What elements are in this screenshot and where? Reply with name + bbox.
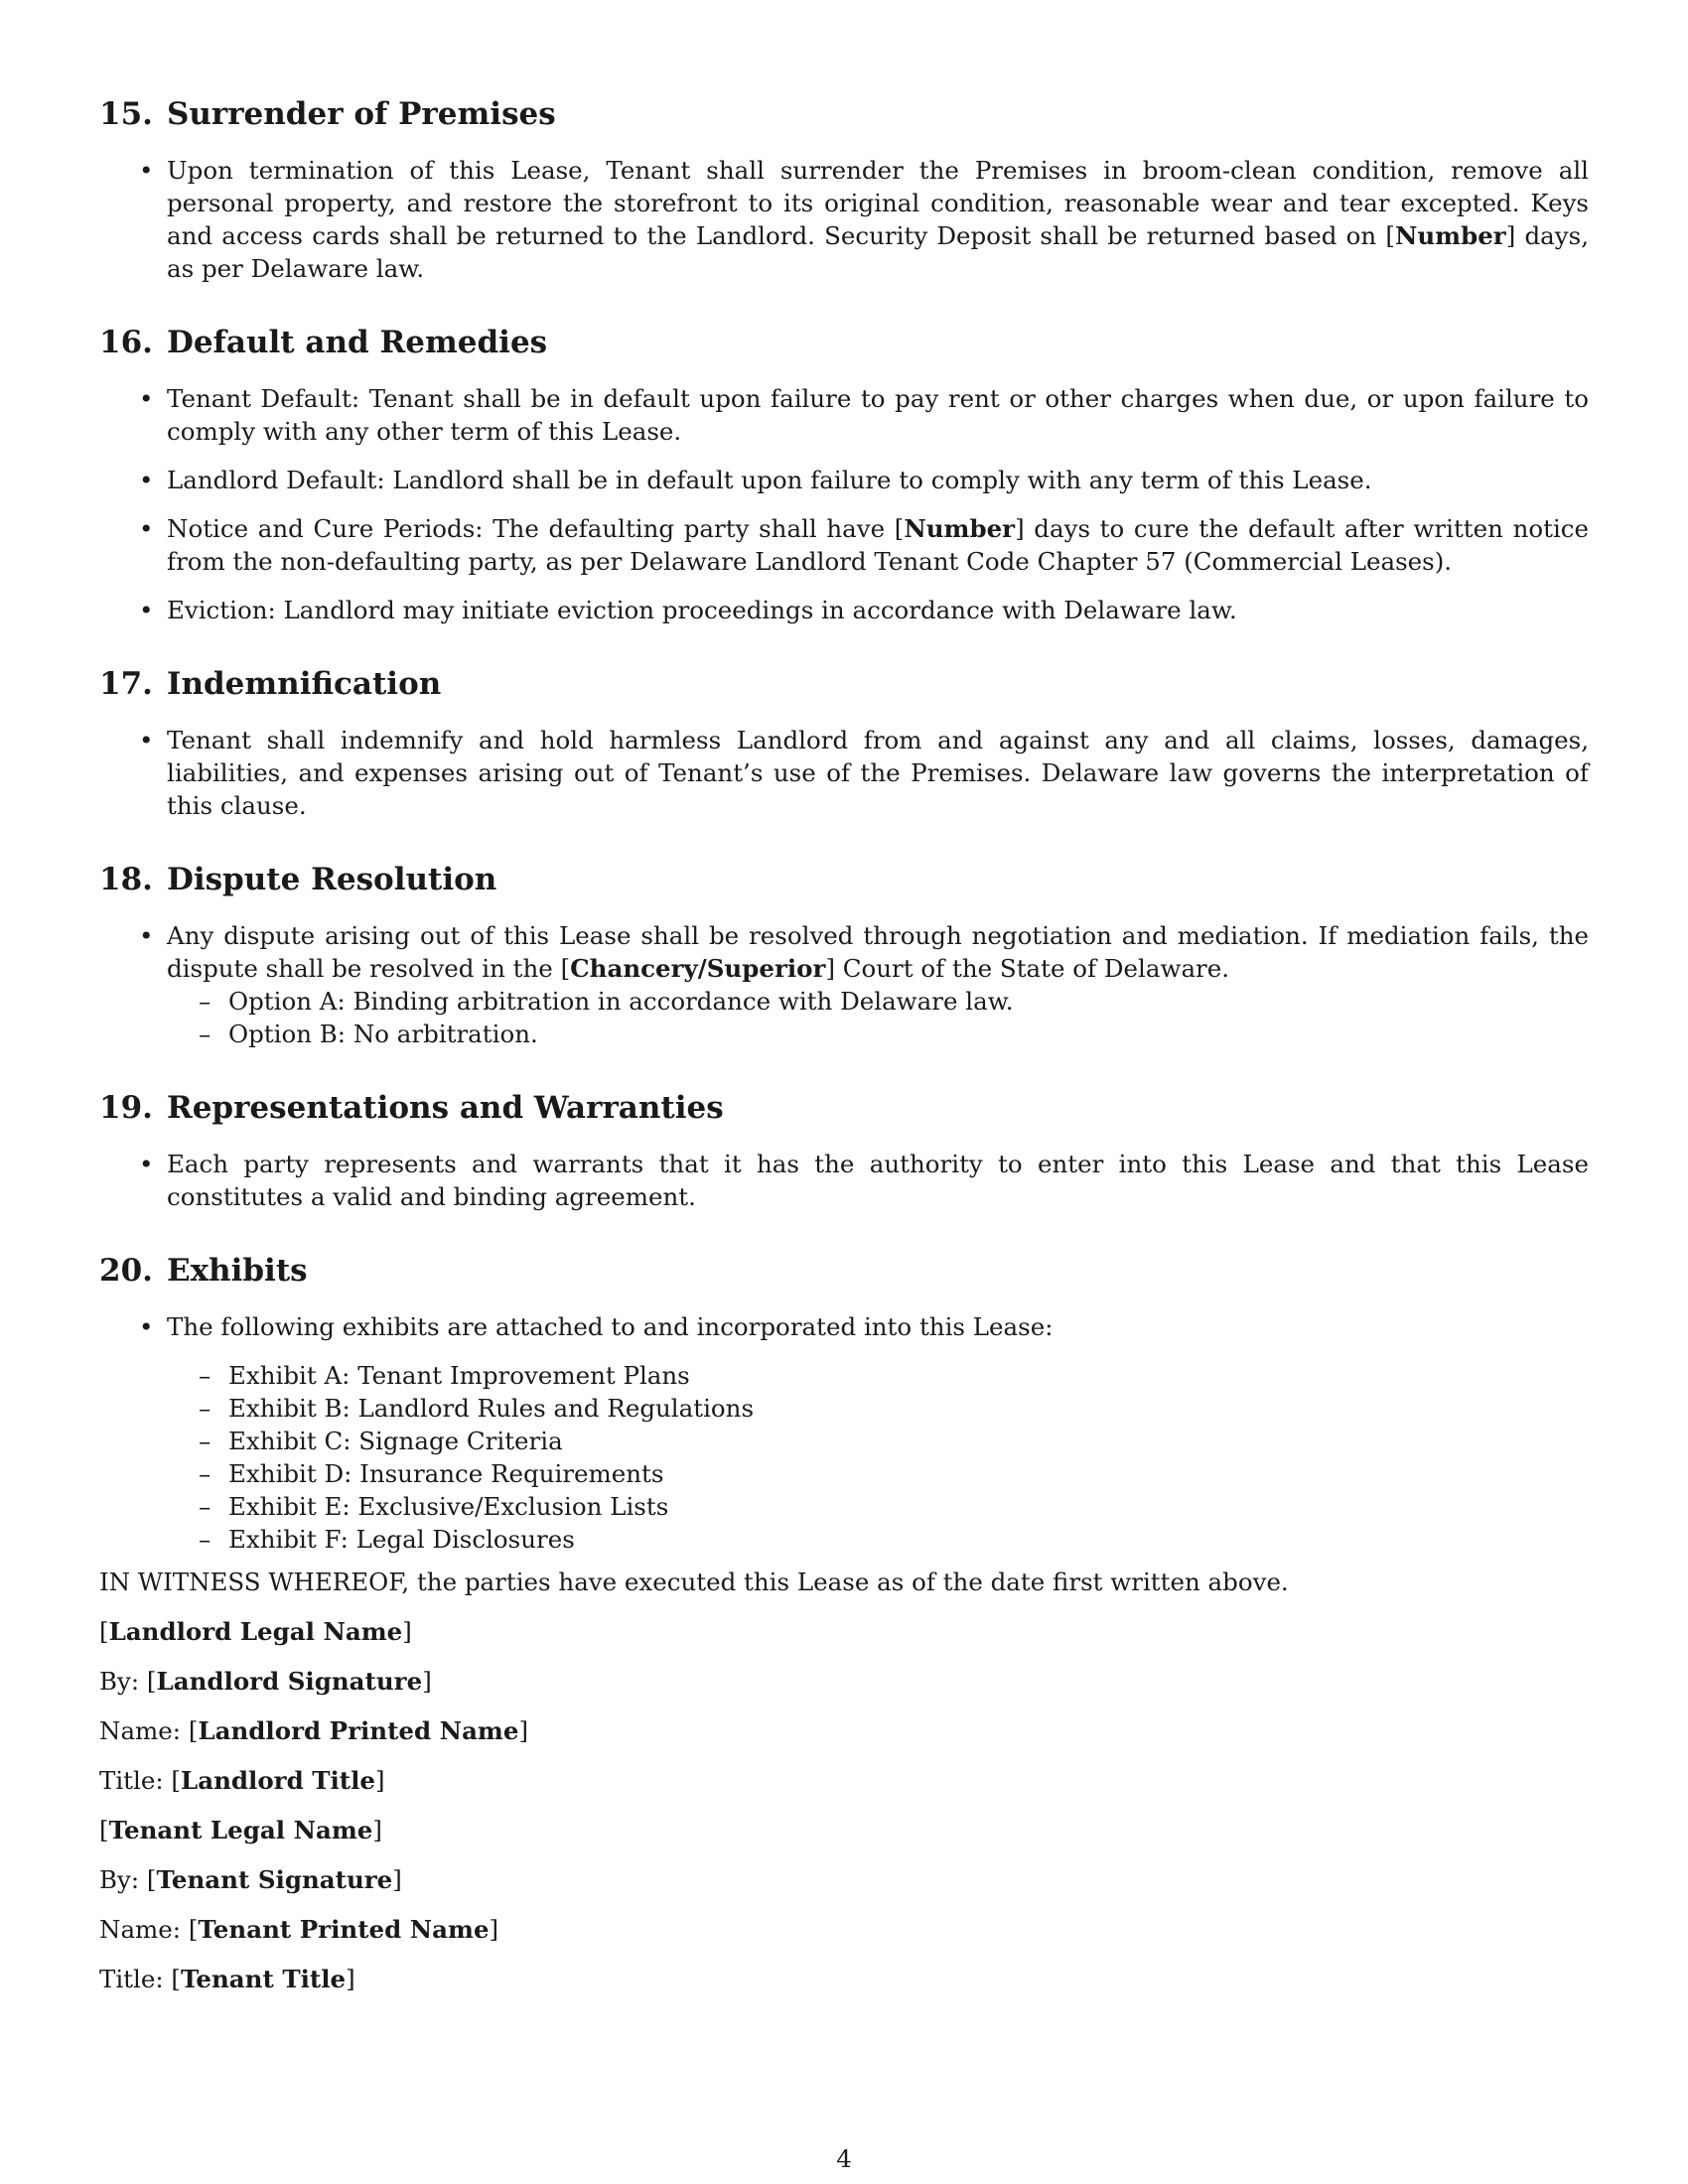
page-number: 4 bbox=[836, 2144, 852, 2173]
list-item bbox=[99, 919, 1589, 1050]
bullet-list bbox=[99, 919, 1589, 1050]
section-title: Exhibits bbox=[166, 1253, 308, 1289]
tenant-title-line: Title: [Tenant Title] bbox=[99, 1965, 355, 1993]
section-title: Dispute Resolution bbox=[166, 862, 497, 897]
section-number: 17. bbox=[99, 666, 153, 702]
section-exhibits bbox=[99, 1251, 1589, 1556]
exhibit-item: – Exhibit C: Signage Criteria bbox=[167, 1425, 1589, 1457]
list-item: • Tenant Default: Tenant shall be in default upon failure to pay rent or other charges when due, or upon failure to comply with any other term of this Lease. bbox=[99, 382, 1589, 448]
placeholder-number: Number bbox=[904, 514, 1016, 543]
section-number: 20. bbox=[99, 1253, 153, 1289]
tenant-printed-name: Tenant Printed Name bbox=[198, 1915, 490, 1944]
option-item: – Option A: Binding arbitration in accordance with Delaware law. bbox=[167, 985, 1589, 1018]
title-label: Title: bbox=[99, 1766, 164, 1795]
bullet-list bbox=[99, 1148, 1589, 1213]
list-item bbox=[99, 1310, 1589, 1556]
tenant-legal-name-line: [Tenant Legal Name] bbox=[99, 1816, 382, 1844]
exhibit-item: – Exhibit F: Legal Disclosures bbox=[167, 1523, 1589, 1556]
exhibit-item: – Exhibit A: Tenant Improvement Plans bbox=[167, 1359, 1589, 1392]
section-heading bbox=[99, 1251, 1589, 1291]
section-surrender-of-premises bbox=[99, 94, 1589, 285]
text-run: Any dispute arising out of this Lease shall be resolved through negotiation and mediation. If mediation fails, the dispute shall be resolved in the [ bbox=[167, 921, 1589, 983]
section-dispute-resolution bbox=[99, 860, 1589, 1050]
title-label: Title: bbox=[99, 1965, 164, 1993]
text-run: ] Court of the State of Delaware. bbox=[825, 954, 1230, 983]
bullet-list bbox=[99, 1310, 1589, 1556]
section-number: 18. bbox=[99, 862, 153, 897]
by-label: By: bbox=[99, 1667, 140, 1696]
section-indemnification bbox=[99, 664, 1589, 822]
section-heading bbox=[99, 94, 1589, 134]
option-item: – Option B: No arbitration. bbox=[167, 1018, 1589, 1050]
list-item: • Landlord Default: Landlord shall be in default upon failure to comply with any term of this Lease. bbox=[99, 464, 1589, 496]
bullet-list bbox=[99, 724, 1589, 822]
section-title: Default and Remedies bbox=[166, 325, 548, 360]
tenant-name-line: Name: [Tenant Printed Name] bbox=[99, 1915, 499, 1944]
tenant-signature-line: By: [Tenant Signature] bbox=[99, 1865, 402, 1894]
list-item bbox=[99, 512, 1589, 578]
bullet-list bbox=[99, 382, 1589, 626]
list-item: • Tenant shall indemnify and hold harmless Landlord from and against any and all claims, losses, damages, liabilities, and expenses arising out of Tenant’s use of the Premises. Delaware law governs the interpretation of this clause. bbox=[99, 724, 1589, 822]
text-run: The following exhibits are attached to and incorporated into this Lease: bbox=[167, 1312, 1054, 1341]
section-title: Surrender of Premises bbox=[166, 96, 556, 132]
landlord-signature-line: By: [Landlord Signature] bbox=[99, 1667, 432, 1696]
text-run: Upon termination of this Lease, Tenant shall surrender the Premises in broom-clean condition, remove all personal property, and restore the storefront to its original condition, reasonable wear and tear excepted. Keys and access cards shall be returned to the Landlord. Security Deposit shall be returned based on [ bbox=[167, 156, 1589, 250]
exhibit-item: – Exhibit B: Landlord Rules and Regulations bbox=[167, 1392, 1589, 1425]
section-heading bbox=[99, 323, 1589, 362]
witness-statement: IN WITNESS WHEREOF, the parties have executed this Lease as of the date first written above. bbox=[99, 1568, 1289, 1596]
name-label: Name: bbox=[99, 1915, 182, 1944]
landlord-legal-name-line: [Landlord Legal Name] bbox=[99, 1617, 412, 1646]
tenant-signature: Tenant Signature bbox=[156, 1865, 393, 1894]
list-item: • Eviction: Landlord may initiate eviction proceedings in accordance with Delaware law. bbox=[99, 594, 1589, 626]
landlord-title: Landlord Title bbox=[180, 1766, 375, 1795]
section-heading bbox=[99, 860, 1589, 899]
exhibit-item: – Exhibit E: Exclusive/Exclusion Lists bbox=[167, 1490, 1589, 1523]
option-list bbox=[99, 985, 1589, 1050]
section-number: 16. bbox=[99, 325, 153, 360]
placeholder-number: Number bbox=[1394, 221, 1506, 250]
text-run: ] days to cure the default after written notice from the non-defaulting party, as per Delaware Landlord Tenant Code Chapter 57 (Commercial Leases). bbox=[167, 514, 1589, 576]
section-heading bbox=[99, 664, 1589, 704]
section-title: Representations and Warranties bbox=[166, 1090, 724, 1126]
list-item bbox=[99, 154, 1589, 285]
text-run: Notice and Cure Periods: The defaulting party shall have [ bbox=[167, 514, 905, 543]
section-heading bbox=[99, 1088, 1589, 1128]
document-page bbox=[99, 94, 1589, 2012]
section-number: 19. bbox=[99, 1090, 153, 1126]
landlord-printed-name: Landlord Printed Name bbox=[198, 1716, 519, 1745]
section-title: Indemnification bbox=[166, 666, 442, 702]
section-default-and-remedies bbox=[99, 323, 1589, 626]
landlord-signature: Landlord Signature bbox=[156, 1667, 423, 1696]
tenant-title: Tenant Title bbox=[180, 1965, 347, 1993]
list-item: • Each party represents and warrants that it has the authority to enter into this Lease and that this Lease constitutes a valid and binding agreement. bbox=[99, 1148, 1589, 1213]
exhibit-item: – Exhibit D: Insurance Requirements bbox=[167, 1457, 1589, 1490]
placeholder-court: Chancery/Superior bbox=[570, 954, 826, 983]
section-representations-and-warranties bbox=[99, 1088, 1589, 1213]
text-run: ] days, as per Delaware law. bbox=[167, 221, 1589, 283]
landlord-title-line: Title: [Landlord Title] bbox=[99, 1766, 385, 1795]
section-number: 15. bbox=[99, 96, 153, 132]
landlord-name-line: Name: [Landlord Printed Name] bbox=[99, 1716, 529, 1745]
exhibit-list bbox=[99, 1359, 1589, 1556]
landlord-legal-name: Landlord Legal Name bbox=[108, 1617, 403, 1646]
name-label: Name: bbox=[99, 1716, 182, 1745]
by-label: By: bbox=[99, 1865, 140, 1894]
tenant-legal-name: Tenant Legal Name bbox=[108, 1816, 373, 1844]
bullet-list bbox=[99, 154, 1589, 285]
